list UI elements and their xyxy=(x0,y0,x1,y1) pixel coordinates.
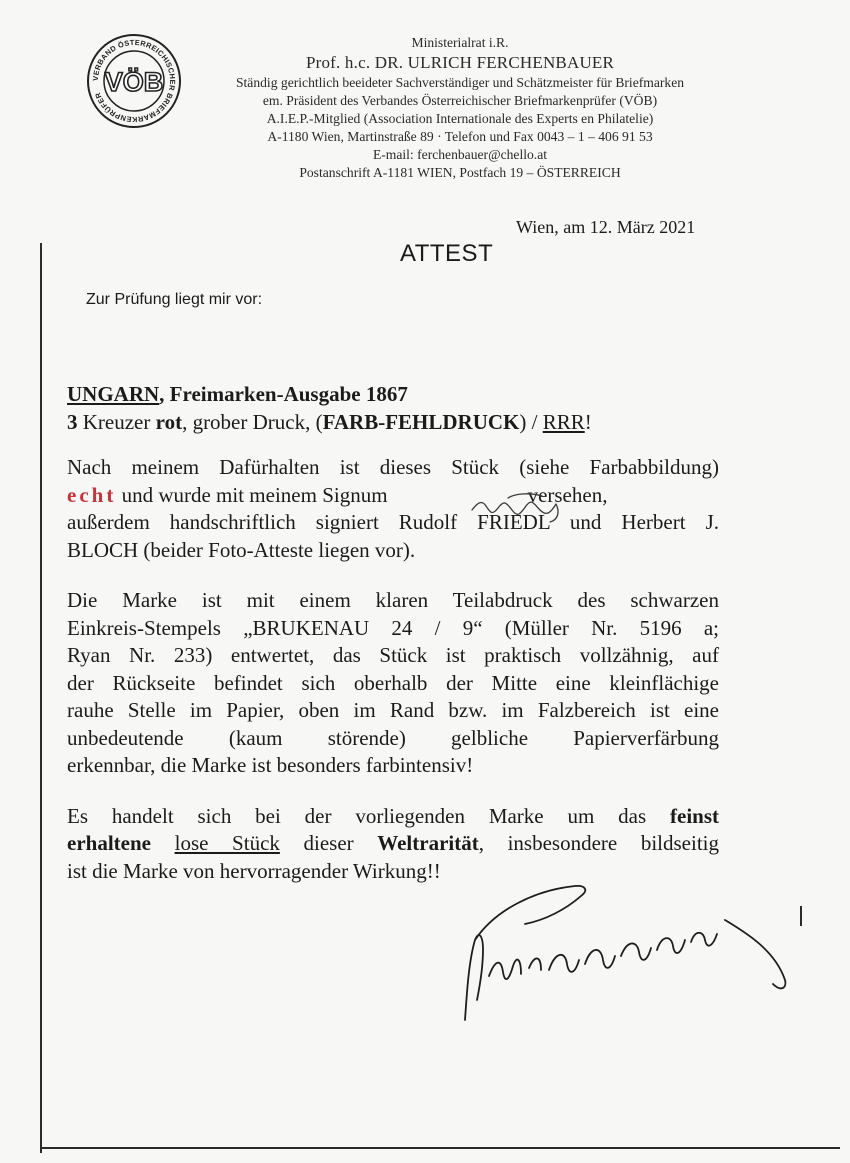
paragraph-line: Einkreis-Stempels „BRUKENAU 24 / 9“ (Müller Nr. 5196 a; xyxy=(67,615,719,640)
opinion-paragraph xyxy=(67,454,719,564)
date-line: Wien, am 12. März 2021 xyxy=(516,217,696,237)
paragraph-line: erkennbar, die Marke ist besonders farbintensiv! xyxy=(67,753,474,777)
paragraph-line: Ryan Nr. 233) entwertet, das Stück ist praktisch vollzähnig, auf xyxy=(67,643,719,667)
expert-signature xyxy=(455,880,795,1030)
paragraph-line: unbedeutende (kaum störende) gelbliche Papierverfärbung xyxy=(67,725,719,750)
attest-body xyxy=(67,381,719,885)
paragraph-line: versehen, xyxy=(527,482,608,507)
paragraph-line: ist die Marke von hervorragender Wirkung!! xyxy=(67,858,441,883)
letterhead-title: Ministerialrat i.R. xyxy=(411,35,509,50)
stamp-color: rot xyxy=(155,409,183,434)
paragraph-line: BLOCH (beider Foto-Atteste liegen vor). xyxy=(67,537,416,562)
letterhead-line: A-1180 Wien, Martinstraße 89 · Telefon und Fax 0043 – 1 – 406 91 53 xyxy=(267,129,653,144)
condition-paragraph xyxy=(67,587,719,780)
rarity-end: ! xyxy=(584,409,592,434)
seal-center-text: VÖB xyxy=(104,67,164,97)
paragraph-line: Es handelt sich bei der vorliegenden Marke um das xyxy=(67,803,670,828)
stamp-print: , grober Druck, ( xyxy=(182,409,323,434)
letterhead-postal: Postanschrift A-1181 WIEN, Postfach 19 – ÖSTERREICH xyxy=(299,165,621,180)
letterhead-email: E-mail: ferchenbauer@chello.at xyxy=(372,147,548,162)
letterhead xyxy=(200,34,720,182)
paragraph-line: und wurde mit meinem Signum xyxy=(116,482,388,507)
stamp-error-type: FARB-FEHLDRUCK xyxy=(322,409,520,434)
frame-right-tick xyxy=(800,906,802,926)
emphasis-text: Weltrarität xyxy=(377,831,479,855)
letterhead-line: Ständig gerichtlich beeideter Sachverständiger und Schätzmeister für Briefmarken xyxy=(235,75,685,90)
paragraph-line: rauhe Stelle im Papier, oben im Rand bzw. im Falzbereich ist eine xyxy=(67,698,719,722)
seal-ring-text: VERBAND ÖSTERREICHISCHER BRIEFMARKENPRÜFER xyxy=(90,37,178,125)
stamp-description xyxy=(67,381,719,436)
paragraph-line: , insbesondere bildseitig xyxy=(478,831,719,855)
issue-name: , Freimarken-Ausgabe 1867 xyxy=(159,382,408,406)
stamp-desc-end: ) / xyxy=(519,409,543,434)
intro-line: Zur Prüfung liegt mir vor: xyxy=(86,291,263,308)
paragraph-line: Nach meinem Dafürhalten ist dieses Stück (siehe Farbabbildung) xyxy=(67,455,719,479)
frame-left-line xyxy=(40,243,42,1153)
summary-paragraph xyxy=(67,803,719,886)
underlined-text: lose Stück xyxy=(174,831,280,855)
letterhead-line: em. Präsident des Verbandes Österreichischer Briefmarkenprüfer (VÖB) xyxy=(262,93,658,108)
paragraph-line: außerdem handschriftlich signiert Rudolf FRIEDL und Herbert J. xyxy=(67,510,719,534)
echt-verdict: echt xyxy=(67,482,117,507)
letterhead-name: Prof. h.c. DR. ULRICH FERCHENBAUER xyxy=(305,53,615,72)
stamp-value: 3 xyxy=(67,409,78,434)
paragraph-line: dieser xyxy=(279,831,378,855)
rarity-mark: RRR xyxy=(542,409,585,434)
paragraph-line: Die Marke ist mit einem klaren Teilabdruck des schwarzen xyxy=(67,588,719,612)
emphasis-text: feinst xyxy=(670,803,719,828)
paragraph-line: der Rückseite befindet sich oberhalb der Mitte eine kleinflächige xyxy=(67,670,719,695)
voeb-seal-logo xyxy=(86,33,182,129)
document-heading: ATTEST xyxy=(400,240,494,267)
stamp-unit: Kreuzer xyxy=(77,409,156,434)
signum-signature xyxy=(468,492,578,526)
letterhead-line: A.I.E.P.-Mitglied (Association Internationale des Experts en Philatelie) xyxy=(266,111,654,126)
space xyxy=(151,831,175,855)
country-name: UNGARN xyxy=(67,382,160,406)
frame-bottom-line xyxy=(40,1147,840,1149)
emphasis-text: erhaltene xyxy=(67,831,151,855)
